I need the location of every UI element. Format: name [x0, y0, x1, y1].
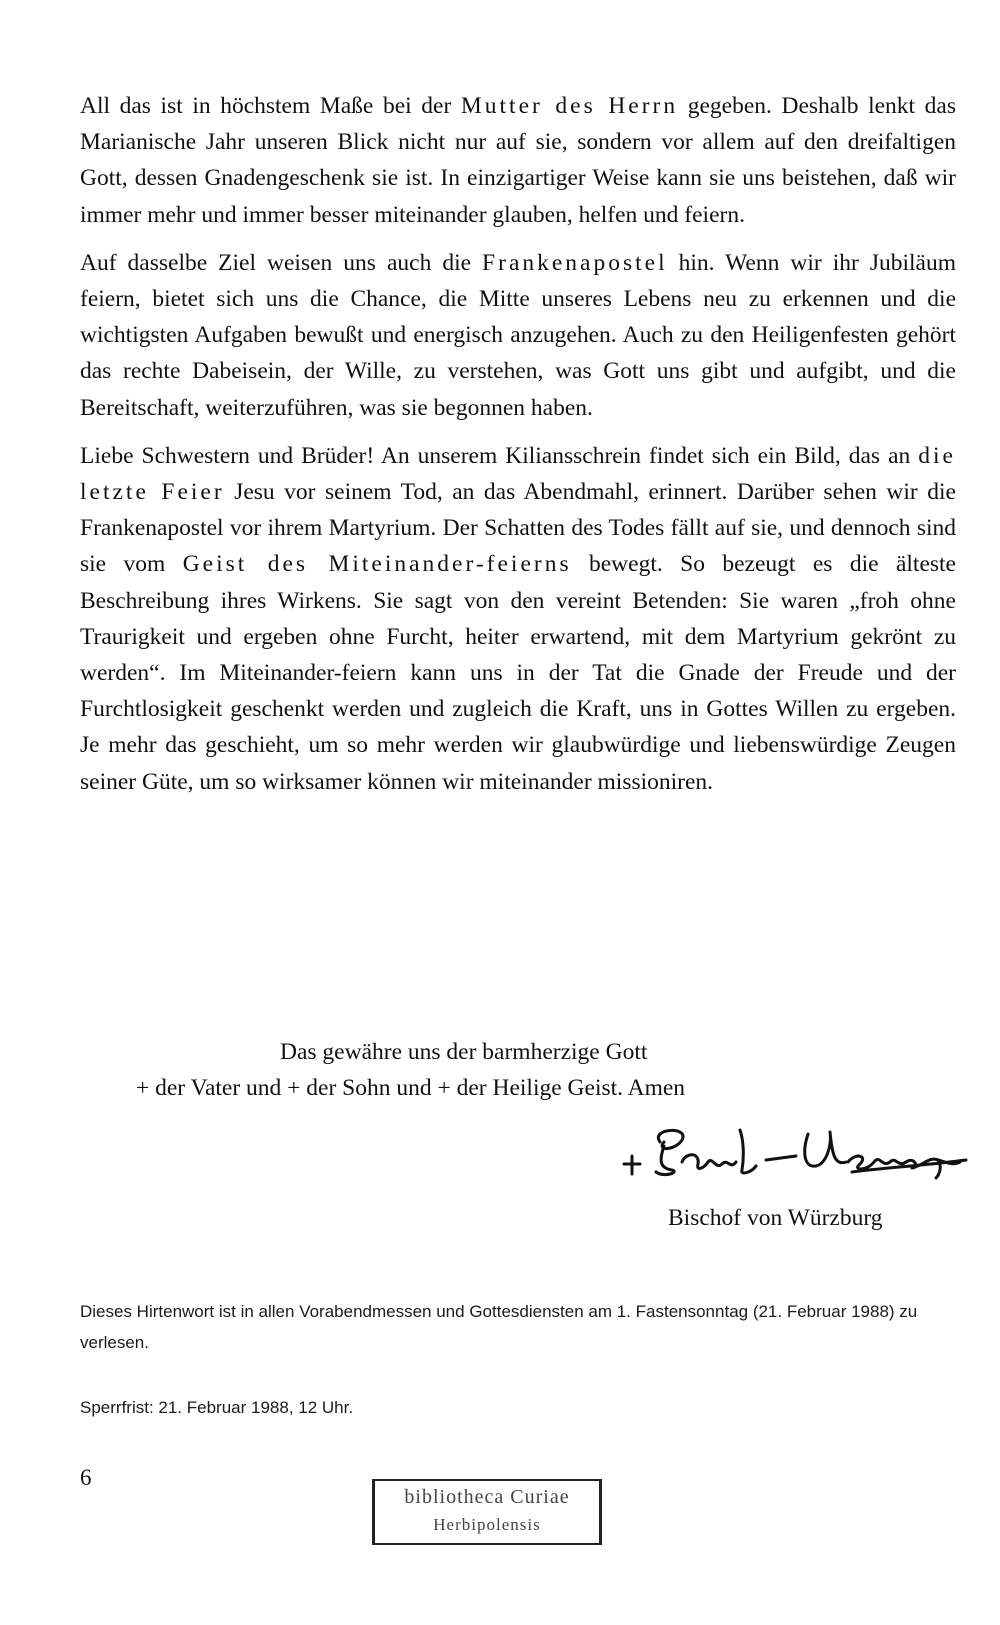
handwritten-signature: [620, 1122, 980, 1184]
bishop-title: Bischof von Würzburg: [668, 1205, 883, 1231]
paragraph-2: Auf dasselbe Ziel weisen uns auch die Frankenapostel hin. Wenn wir ihr Jubiläum feiern, bietet sich uns die Chance, die Mitte unseres Lebens neu zu erkennen und die wichtigsten Aufgaben bewußt und energisch anzugehen. Auch zu den Heiligenfesten gehört das rechte Dabeisein, der Wille, zu verstehen, was Gott uns gibt und aufgibt, und die Bereitschaft, weiterzuführen, was sie begonnen haben.: [80, 249, 956, 421]
spaced-emphasis: die letzte Feier: [80, 442, 956, 506]
spaced-emphasis: Geist des Miteinander-feierns: [182, 551, 572, 578]
stamp-line-1: bibliotheca Curiae: [404, 1486, 570, 1508]
spaced-emphasis: Frankenapostel: [482, 249, 668, 276]
blessing-line-1: Das gewähre uns der barmherzige Gott: [280, 1039, 648, 1065]
blessing-line-2: + der Vater und + der Sohn und + der Heilige Geist. Amen: [136, 1075, 686, 1102]
paragraph-3: Liebe Schwestern und Brüder! An unserem Kiliansschrein findet sich ein Bild, das an die letzte Feier Jesu vor seinem Tod, an das Abendmahl, erinnert. Darüber sehen wir die Frankenapostel vor ihrem Martyrium. Der Schatten des Todes fällt auf sie, und dennoch sind sie vom Geist des Miteinander-feierns bewegt. So bezeugt es die älteste Beschreibung ihres Wirkens. Sie sagt von den vereint Betenden: Sie waren „froh ohne Traurigkeit und ergeben ohne Furcht, heiter erwartend, mit dem Martyrium gekrönt zu werden“. Im Miteinander-feiern kann uns in der Tat die Gnade der Freude und der Furchtlosigkeit geschenkt werden und zugleich die Kraft, uns in Gottes Willen zu ergeben. Je mehr das geschieht, um so mehr werden wir glaubwürdige und liebenswürdige Zeugen seiner Güte, um so wirksamer können wir miteinander missioniren.: [80, 442, 956, 795]
spaced-emphasis: Mutter des Herrn: [460, 93, 679, 119]
embargo-notice: Sperrfrist: 21. Februar 1988, 12 Uhr.: [80, 1398, 354, 1417]
page-number: 6: [80, 1465, 92, 1490]
closing-blessing: [80, 1034, 956, 1106]
reading-instruction: Dieses Hirtenwort ist in allen Vorabendmessen und Gottesdiensten am 1. Fastensonntag (21. Februar 1988) zu verlesen.: [80, 1302, 918, 1352]
stamp-line-2: Herbipolensis: [433, 1515, 541, 1534]
paragraph-1: All das ist in höchstem Maße bei der Mutter des Herrn gegeben. Deshalb lenkt das Marianische Jahr unseren Blick nicht nur auf sie, sondern vor allem auf den dreifaltigen Gott, dessen Gnadengeschenk sie ist. In einzigartiger Weise kann sie uns beistehen, daß wir immer mehr und immer besser miteinander glauben, helfen und feiern.: [80, 93, 956, 228]
letter-body: [80, 88, 956, 800]
library-stamp: [372, 1479, 602, 1545]
